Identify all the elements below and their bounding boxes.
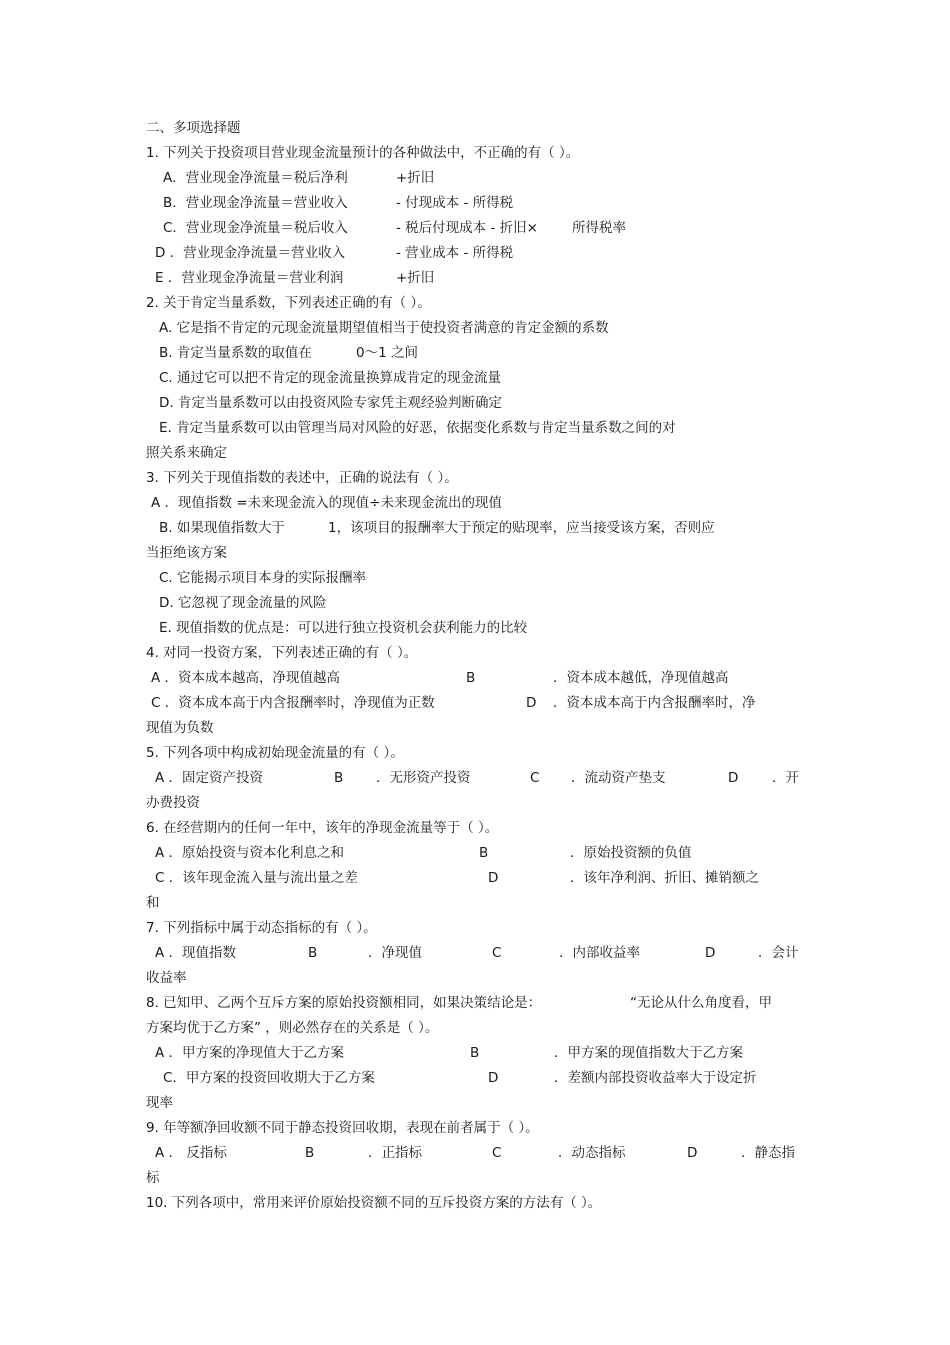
- question-9-stem: 9. 年等额净回收额不同于静态投资回收期，表现在前者属于（ ）。: [146, 1120, 539, 1136]
- question-10-stem: 10. 下列各项中，常用来评价原始投资额不同的互斥投资方案的方法有（ ）。: [146, 1195, 602, 1211]
- question-7-option-b-letter: B: [308, 945, 318, 961]
- question-3-option-b-cont: 1，该项目的报酬率大于预定的贴现率，应当接受该方案，否则应: [328, 520, 715, 536]
- question-4-option-a: A ．资本成本越高，净现值越高: [151, 670, 341, 686]
- question-1-option-a: A．营业现金净流量＝税后净利: [163, 170, 348, 186]
- question-3-stem: 3. 下列关于现值指数的表述中，正确的说法有（ ）。: [146, 470, 458, 486]
- question-2-option-e-cont: 照关系来确定: [146, 445, 227, 461]
- question-9-option-d-cont: 标: [146, 1170, 160, 1186]
- question-1-option-e-cont: +折旧: [396, 270, 435, 286]
- question-8-option-c: C．甲方案的投资回收期大于乙方案: [163, 1070, 375, 1086]
- question-6-option-d-letter: D: [488, 870, 499, 886]
- question-7-stem: 7. 下列指标中属于动态指标的有（ ）。: [146, 920, 377, 936]
- question-5-option-b-letter: B: [334, 770, 344, 786]
- question-8-option-d-letter: D: [488, 1070, 499, 1086]
- question-4-option-b: ．资本成本越低，净现值越高: [553, 670, 729, 686]
- question-6-option-b: ．原始投资额的负值: [570, 845, 692, 861]
- question-1-option-b-cont: - 付现成本 - 所得税: [396, 195, 514, 211]
- question-8-stem-cont: 方案均优于乙方案” ，则必然存在的关系是（ ）。: [146, 1020, 439, 1036]
- question-7-option-a: A ．现值指数: [155, 945, 237, 961]
- question-1-stem: 1. 下列关于投资项目营业现金流量预计的各种做法中，不正确的有（ ）。: [146, 145, 580, 161]
- question-8-option-a: A ．甲方案的净现值大于乙方案: [155, 1045, 345, 1061]
- question-6-option-a: A ．原始投资与资本化利息之和: [155, 845, 345, 861]
- question-1-option-d-cont: - 营业成本 - 所得税: [396, 245, 514, 261]
- question-1-option-c: C．营业现金净流量＝税后收入: [163, 220, 348, 236]
- question-1-option-e: E ．营业现金净流量＝营业利润: [155, 270, 344, 286]
- question-8-option-d: ．差额内部投资收益率大于设定折: [554, 1070, 757, 1086]
- question-2-option-e: E. 肯定当量系数可以由管理当局对风险的好恶，依据变化系数与肯定当量系数之间的对: [159, 420, 676, 436]
- section-title: 二、多项选择题: [146, 120, 241, 136]
- question-5-option-c: ．流动资产垫支: [571, 770, 666, 786]
- question-6-option-b-letter: B: [479, 845, 489, 861]
- question-7-option-d: ．会计: [758, 945, 799, 961]
- question-1-option-c-tail: 所得税率: [572, 220, 626, 236]
- question-5-stem: 5. 下列各项中构成初始现金流量的有（ ）。: [146, 745, 404, 761]
- question-8-stem-quote: “无论从什么角度看，甲: [630, 995, 772, 1011]
- question-4-option-c: C ．资本成本高于内含报酬率时，净现值为正数: [151, 695, 435, 711]
- question-7-option-c-letter: C: [492, 945, 502, 961]
- question-1-option-d: D ．营业现金净流量＝营业收入: [155, 245, 346, 261]
- question-8-stem: 8. 已知甲、乙两个互斥方案的原始投资额相同，如果决策结论是：: [146, 995, 542, 1011]
- question-8-option-d-cont: 现率: [146, 1095, 173, 1111]
- question-2-option-c: C. 通过它可以把不肯定的现金流量换算成肯定的现金流量: [159, 370, 502, 386]
- question-6-option-d-cont: 和: [146, 895, 160, 911]
- question-1-option-c-cont: - 税后付现成本 - 折旧×: [396, 220, 538, 236]
- question-2-stem: 2. 关于肯定当量系数，下列表述正确的有（ ）。: [146, 295, 431, 311]
- question-5-option-a: A ．固定资产投资: [155, 770, 264, 786]
- question-5-option-d-cont: 办费投资: [146, 795, 200, 811]
- question-4-option-d: ．资本成本高于内含报酬率时，净: [553, 695, 756, 711]
- question-8-option-b: ．甲方案的现值指数大于乙方案: [554, 1045, 743, 1061]
- question-2-option-b: B. 肯定当量系数的取值在: [159, 345, 312, 361]
- question-6-option-c: C ．该年现金流入量与流出量之差: [155, 870, 358, 886]
- question-7-option-d-letter: D: [705, 945, 716, 961]
- question-4-option-d-letter: D: [526, 695, 537, 711]
- question-9-option-d-letter: D: [687, 1145, 698, 1161]
- question-7-option-d-cont: 收益率: [146, 970, 187, 986]
- question-9-option-d: ．静态指: [741, 1145, 795, 1161]
- question-9-option-a: A ． 反指标: [155, 1145, 227, 1161]
- question-5-option-c-letter: C: [530, 770, 540, 786]
- question-3-option-e: E. 现值指数的优点是：可以进行独立投资机会获利能力的比较: [159, 620, 528, 636]
- question-1-option-a-cont: +折旧: [396, 170, 435, 186]
- question-6-option-d: ．该年净利润、折旧、摊销额之: [570, 870, 759, 886]
- question-3-option-d: D. 它忽视了现金流量的风险: [159, 595, 327, 611]
- question-9-option-b-letter: B: [305, 1145, 315, 1161]
- question-8-option-b-letter: B: [470, 1045, 480, 1061]
- question-1-option-b: B．营业现金净流量＝营业收入: [163, 195, 348, 211]
- question-4-stem: 4. 对同一投资方案，下列表述正确的有（ ）。: [146, 645, 418, 661]
- question-5-option-d: ．开: [772, 770, 799, 786]
- question-2-option-a: A. 它是指不肯定的元现金流量期望值相当于使投资者满意的肯定金额的系数: [159, 320, 609, 336]
- question-4-option-d-cont: 现值为负数: [146, 720, 214, 736]
- question-7-option-b: ．净现值: [368, 945, 422, 961]
- question-9-option-c: ．动态指标: [558, 1145, 626, 1161]
- question-3-option-c: C. 它能揭示项目本身的实际报酬率: [159, 570, 367, 586]
- question-3-option-b: B. 如果现值指数大于: [159, 520, 285, 536]
- question-7-option-c: ．内部收益率: [559, 945, 640, 961]
- question-3-option-a: A ．现值指数 =未来现金流入的现值÷未来现金流出的现值: [151, 495, 502, 511]
- question-5-option-d-letter: D: [728, 770, 739, 786]
- question-9-option-c-letter: C: [492, 1145, 502, 1161]
- question-5-option-b: ．无形资产投资: [376, 770, 471, 786]
- question-6-stem: 6. 在经营期内的任何一年中，该年的净现金流量等于（ ）。: [146, 820, 499, 836]
- question-2-option-b-cont: 0～1 之间: [356, 345, 418, 361]
- question-9-option-b: ．正指标: [368, 1145, 422, 1161]
- question-2-option-d: D. 肯定当量系数可以由投资风险专家凭主观经验判断确定: [159, 395, 502, 411]
- question-3-option-b-wrap: 当拒绝该方案: [146, 545, 227, 561]
- question-4-option-b-letter: B: [466, 670, 476, 686]
